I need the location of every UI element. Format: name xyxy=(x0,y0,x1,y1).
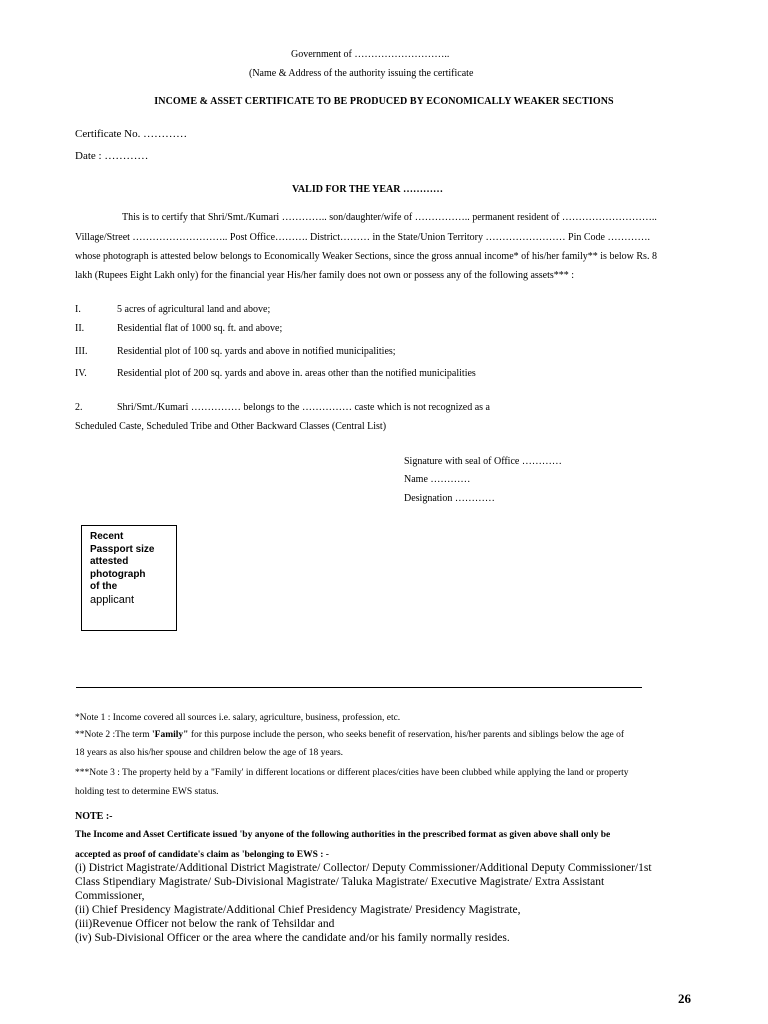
note-3-line-2: holding test to determine EWS status. xyxy=(75,787,219,797)
asset-text: Residential plot of 100 sq. yards and above in notified municipalities; xyxy=(117,346,396,357)
note-2 xyxy=(75,729,624,741)
signature-seal: Signature with seal of Office ………… xyxy=(404,456,562,467)
page-title: INCOME & ASSET CERTIFICATE TO BE PRODUCED BY ECONOMICALLY WEAKER SECTIONS xyxy=(154,96,614,107)
note-2-family: 'Family" xyxy=(152,730,189,740)
point-2-line-2: Scheduled Caste, Scheduled Tribe and Other Backward Classes (Central List) xyxy=(75,421,387,432)
authority-item: Class Stipendiary Magistrate/ Sub-Divisional Magistrate/ Taluka Magistrate/ Executive Magistrate/ Extra Assistant xyxy=(75,876,605,888)
authority-line: (Name & Address of the authority issuing the certificate xyxy=(249,68,474,79)
certificate-number: Certificate No. ………… xyxy=(75,128,188,140)
government-line: Government of ……………………….. xyxy=(291,49,450,60)
authority-item: (ii) Chief Presidency Magistrate/Additional Chief Presidency Magistrate/ Presidency Magistrate, xyxy=(75,904,521,916)
point-2-num: 2. xyxy=(75,402,83,413)
note-2-line-2: 18 years as also his/her spouse and children below the age of 18 years. xyxy=(75,748,344,758)
certificate-date: Date : ………… xyxy=(75,150,149,162)
body-para-line-3: whose photograph is attested below belongs to Economically Weaker Sections, since the gross annual income* of his/her family** is below Rs. 8 xyxy=(75,251,657,262)
asset-num: IV. xyxy=(75,368,87,379)
divider-line xyxy=(76,687,642,688)
note-2-rest: for this purpose include the person, who seeks benefit of reservation, his/her parents and siblings below the age of xyxy=(188,730,625,740)
photo-box-label xyxy=(90,531,154,607)
valid-for-year: VALID FOR THE YEAR ………… xyxy=(292,184,443,195)
note-2-prefix: **Note 2 :The term xyxy=(75,730,153,740)
signature-designation: Designation ………… xyxy=(404,493,495,504)
asset-num: II. xyxy=(75,323,85,334)
page-number: 26 xyxy=(678,991,691,1006)
body-para-line-1: This is to certify that Shri/Smt./Kumari ………….. son/daughter/wife of …………….. permanent resident of ……………………….. xyxy=(122,212,657,223)
note-bold-line-2: accepted as proof of candidate's claim as 'belonging to EWS : - xyxy=(75,850,329,860)
authority-item: (iv) Sub-Divisional Officer or the area where the candidate and/or his family normally resides. xyxy=(75,932,510,944)
signature-name: Name ………… xyxy=(404,474,471,485)
note-1: *Note 1 : Income covered all sources i.e. salary, agriculture, business, profession, etc. xyxy=(75,713,401,723)
asset-num: III. xyxy=(75,346,88,357)
authority-item: Commissioner, xyxy=(75,890,145,902)
photo-box-applicant: applicant xyxy=(90,593,135,606)
asset-text: Residential plot of 200 sq. yards and above in. areas other than the notified municipalities xyxy=(117,368,476,379)
asset-text: 5 acres of agricultural land and above; xyxy=(117,304,271,315)
note-bold-line-1: The Income and Asset Certificate issued 'by anyone of the following authorities in the prescribed format as given above shall only be xyxy=(75,830,611,840)
point-2-line-1: Shri/Smt./Kumari …………… belongs to the …………… caste which is not recognized as a xyxy=(117,402,490,413)
body-para-line-2: Village/Street ……………………….. Post Office………. District……… in the State/Union Territory …………………… Pin Code …………. xyxy=(75,232,650,243)
asset-num: I. xyxy=(75,304,81,315)
authority-item: (iii)Revenue Officer not below the rank of Tehsildar and xyxy=(75,918,335,930)
authority-item: (i) District Magistrate/Additional District Magistrate/ Collector/ Deputy Commissioner/Additional Deputy Commissioner/1st xyxy=(75,862,652,874)
note-heading: NOTE :- xyxy=(75,811,113,822)
note-3-line-1: ***Note 3 : The property held by a "Family' in different locations or different places/cities have been clubbed while applying the land or property xyxy=(75,768,629,778)
photo-box xyxy=(81,525,177,631)
body-para-line-4: lakh (Rupees Eight Lakh only) for the financial year His/her family does not own or possess any of the following assets*** : xyxy=(75,270,575,281)
asset-text: Residential flat of 1000 sq. ft. and above; xyxy=(117,323,283,334)
photo-box-lines: Recent Passport size attested photograph of the xyxy=(90,531,155,592)
